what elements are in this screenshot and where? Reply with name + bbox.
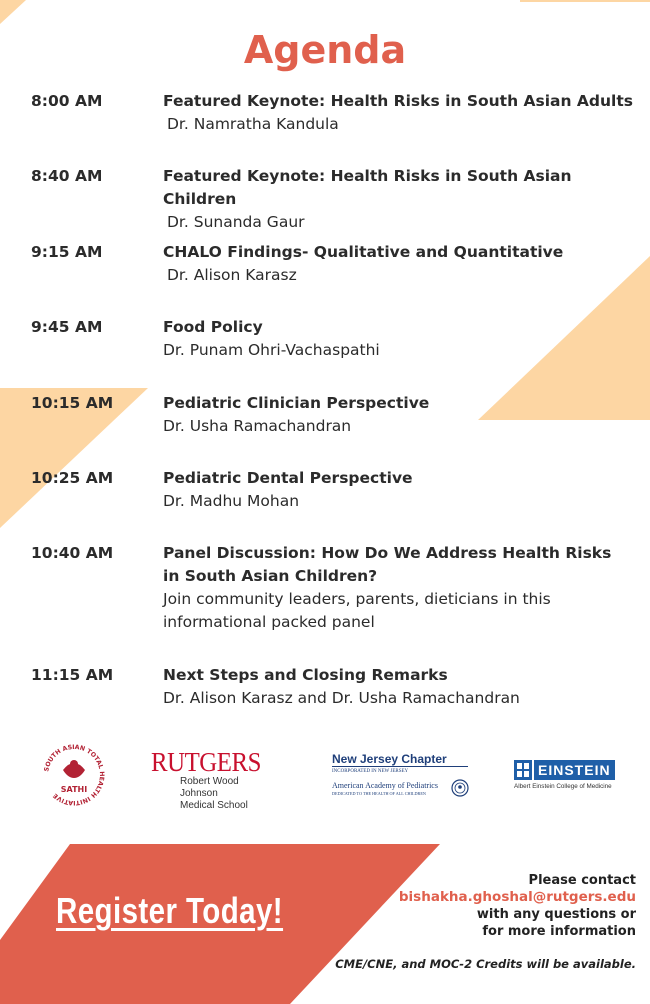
aap-chapter: New Jersey Chapter (332, 752, 447, 766)
credits-note: CME/CNE, and MOC-2 Credits will be available. (335, 957, 636, 971)
agenda-item (31, 241, 563, 287)
agenda-description: Join community leaders, parents, dieticians in this (163, 590, 551, 608)
agenda-time: 9:45 AM (31, 318, 103, 336)
agenda-item (31, 90, 633, 136)
agenda-time: 8:00 AM (31, 92, 103, 110)
contact-line1: Please contact (528, 873, 636, 888)
agenda-time: 10:25 AM (31, 469, 114, 487)
contact-info (399, 872, 636, 940)
rutgers-name: RUTGERS (151, 747, 261, 777)
sathi-name: SATHI (60, 785, 88, 794)
agenda-title: Panel Discussion: How Do We Address Health Risks (163, 544, 612, 562)
agenda-speaker: Dr. Usha Ramachandran (163, 417, 352, 435)
agenda-item (31, 165, 641, 234)
aap-seal-icon (451, 779, 469, 797)
rutgers-logo (151, 748, 271, 812)
aap-incorporated: INCORPORATED IN NEW JERSEY (332, 766, 468, 775)
agenda-time: 9:15 AM (31, 243, 103, 261)
agenda-title: Pediatric Dental Perspective (163, 469, 413, 487)
agenda-item (31, 664, 520, 710)
agenda-title: Pediatric Clinician Perspective (163, 394, 430, 412)
contact-line2: with any questions or (476, 907, 636, 922)
agenda-time: 10:40 AM (31, 544, 114, 562)
einstein-subtitle: Albert Einstein College of Medicine (514, 783, 612, 790)
agenda-time: 10:15 AM (31, 394, 114, 412)
agenda-description: informational packed panel (163, 613, 375, 631)
aap-tagline: DEDICATED TO THE HEALTH OF ALL CHILDREN (332, 791, 426, 796)
agenda-item (31, 467, 413, 513)
rutgers-line1: Robert Wood Johnson (180, 776, 239, 799)
top-left-triangle (0, 0, 26, 24)
einstein-emblem-icon (514, 760, 532, 780)
agenda-title: Featured Keynote: Health Risks in South Asian Adults (163, 92, 634, 110)
agenda-title: in South Asian Children? (163, 567, 378, 585)
aap-logo (332, 752, 474, 797)
agenda-item (31, 542, 611, 634)
agenda-item (31, 392, 429, 438)
contact-email[interactable]: bishakha.ghoshal@rutgers.edu (398, 889, 636, 905)
agenda-speaker: Dr. Punam Ohri-Vachaspathi (163, 341, 380, 359)
agenda-speaker: Dr. Alison Karasz and Dr. Usha Ramachandran (163, 689, 520, 707)
einstein-logo (514, 760, 634, 790)
top-right-bar (520, 0, 650, 2)
contact-line3: for more information (482, 924, 636, 939)
aap-name: American Academy of Pediatrics (332, 781, 438, 790)
sathi-logo (39, 740, 109, 810)
agenda-title: Food Policy (163, 318, 263, 336)
agenda-title: Next Steps and Closing Remarks (163, 666, 448, 684)
sathi-ring-text: SOUTH ASIAN TOTAL HEALTH INITIATIVE (43, 743, 106, 807)
register-today-link[interactable]: Register Today! (56, 890, 284, 931)
agenda-speaker: Dr. Namratha Kandula (167, 115, 339, 133)
rutgers-line2: Medical School (180, 800, 248, 811)
agenda-speaker: Dr. Madhu Mohan (163, 492, 300, 510)
agenda-time: 11:15 AM (31, 666, 114, 684)
agenda-item (31, 316, 380, 362)
sponsor-logos (0, 740, 650, 820)
einstein-name: EINSTEIN (534, 760, 615, 780)
agenda-time: 8:40 AM (31, 167, 103, 185)
agenda-title: Featured Keynote: Health Risks in South Asian Children (163, 167, 572, 208)
page-title: Agenda (243, 28, 407, 72)
agenda-speaker: Dr. Sunanda Gaur (167, 213, 305, 231)
agenda-speaker: Dr. Alison Karasz (167, 266, 297, 284)
agenda-title: CHALO Findings- Qualitative and Quantitative (163, 243, 564, 261)
